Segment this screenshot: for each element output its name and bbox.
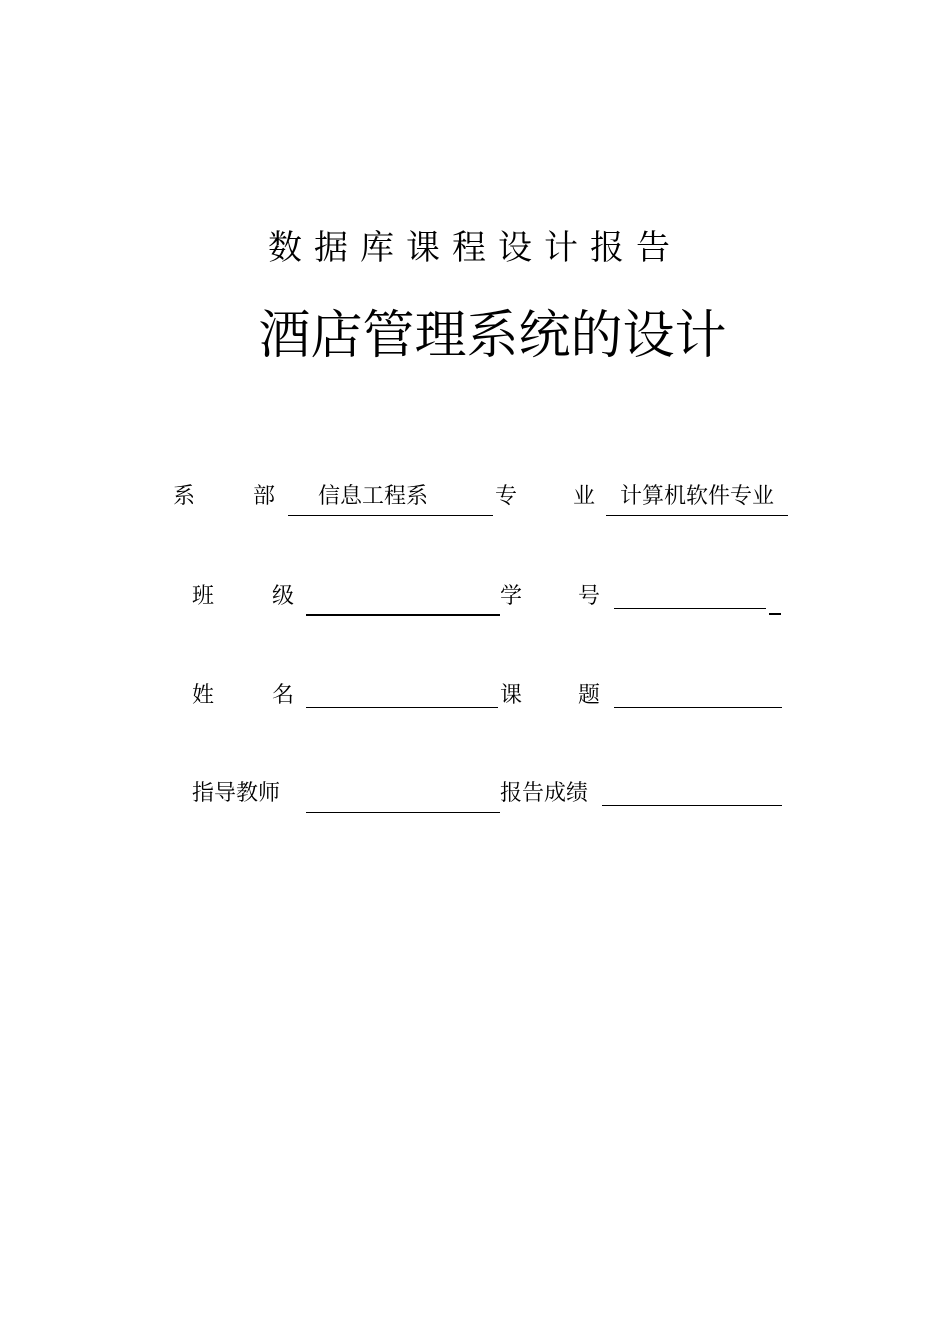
advisor-label: 指导教师 <box>192 781 281 806</box>
report-title: 酒店管理系统的设计 <box>258 306 727 366</box>
department-label: 系 部 <box>173 484 275 509</box>
major-field[interactable]: 计算机软件专业 <box>619 484 774 509</box>
topic-label: 课 题 <box>500 683 600 708</box>
department-underline <box>288 515 493 516</box>
topic-underline <box>614 707 782 708</box>
major-underline <box>606 515 788 516</box>
student-id-underline <box>614 608 766 609</box>
report-heading: 数据库课程设计报告 <box>268 228 682 268</box>
grade-underline <box>602 805 782 806</box>
class-underline <box>306 614 500 616</box>
advisor-field[interactable] <box>306 779 500 809</box>
class-label: 班 级 <box>192 584 294 609</box>
student-id-underline-end <box>769 613 781 615</box>
major-label: 专 业 <box>495 484 595 509</box>
name-underline <box>306 707 498 708</box>
name-label: 姓 名 <box>192 683 294 708</box>
grade-label: 报告成绩 <box>500 781 589 806</box>
student-id-label: 学 号 <box>500 584 600 609</box>
class-field[interactable] <box>306 582 500 612</box>
advisor-underline <box>306 812 500 813</box>
department-field[interactable]: 信息工程系 <box>317 484 428 509</box>
